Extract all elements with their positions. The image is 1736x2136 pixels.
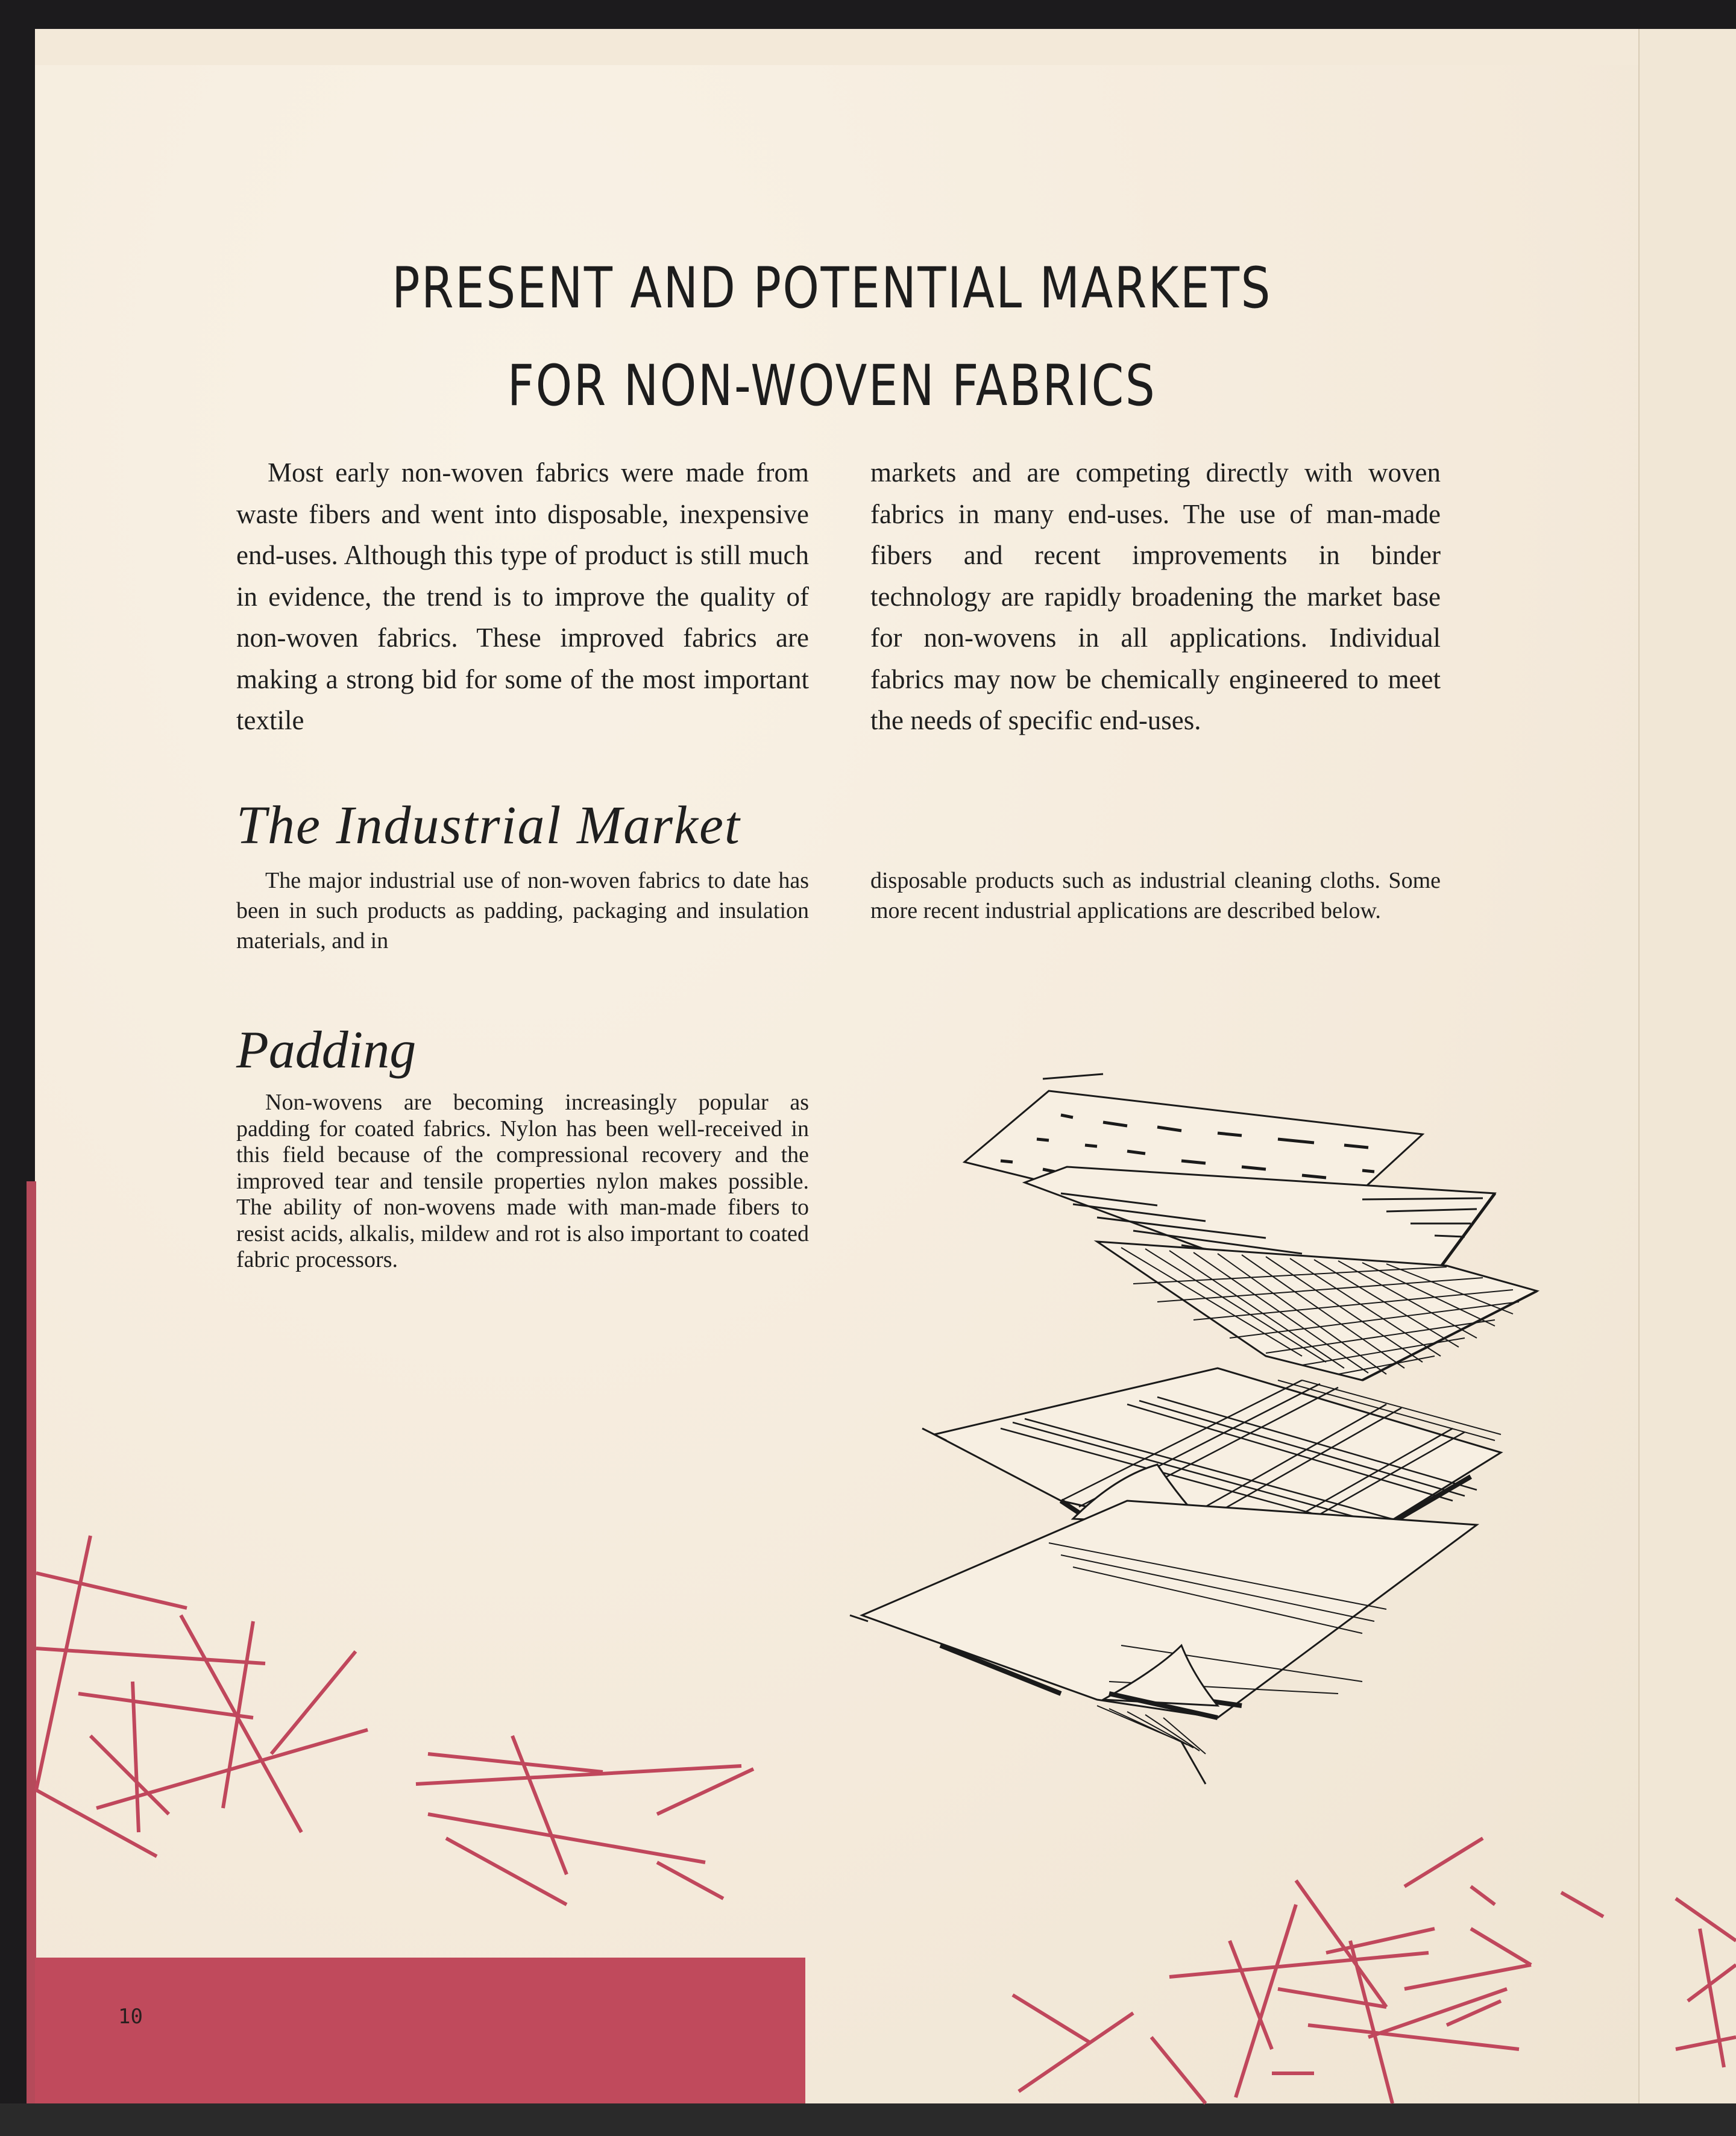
padding-heading: Padding	[236, 1021, 417, 1079]
scan-background	[0, 2103, 1736, 2136]
base-fabric-layer	[850, 1501, 1477, 1784]
industrial-paragraph-left: The major industrial use of non-woven fabrics to date has been in such products as padding, packaging and insulation materials, and in	[236, 868, 809, 953]
page-title	[149, 240, 1514, 435]
intro-paragraph-right: markets and are competing directly with woven fabrics in many end-uses. The use of man-made fibers and recent improvements in binder technology are rapidly broadening the market base for non-wovens in all applications. Individual fabrics may now be chemically engineered to meet the needs of specific end-uses.	[870, 457, 1441, 735]
intro-paragraph-left: Most early non-woven fabrics were made from waste fibers and went into disposable, inexpensive end-uses. Although this type of product is still much in evidence, the trend is to improve the quality of non-woven fabrics. These improved fabrics are making a strong bid for some of the most important textile	[236, 457, 809, 735]
industrial-market-heading: The Industrial Market	[236, 796, 741, 855]
page-title-line-1: PRESENT AND POTENTIAL MARKETS	[392, 256, 1272, 321]
page-number: 10	[118, 2005, 143, 2029]
padding-paragraph: Non-wovens are becoming increasingly popular as padding for coated fabrics. Nylon has been well-received in this field because of the compressional recovery and the improved tear and tensile properties nylon makes possible. The ability of non-wovens made with man-made fibers to resist acids, alkalis, mildew and rot is also important to coated fabric processors.	[236, 1090, 809, 1272]
red-footer-block	[35, 1958, 805, 2103]
page-top-band	[35, 29, 1640, 65]
industrial-paragraph-right: disposable products such as industrial cleaning cloths. Some more recent industrial applications are described below.	[870, 868, 1441, 923]
facing-page-edge	[1640, 29, 1736, 2103]
fabric-layers-illustration	[844, 1043, 1567, 1802]
page-title-line-2: FOR NON-WOVEN FABRICS	[507, 353, 1157, 419]
mesh-fabric-layer	[1097, 1242, 1537, 1380]
